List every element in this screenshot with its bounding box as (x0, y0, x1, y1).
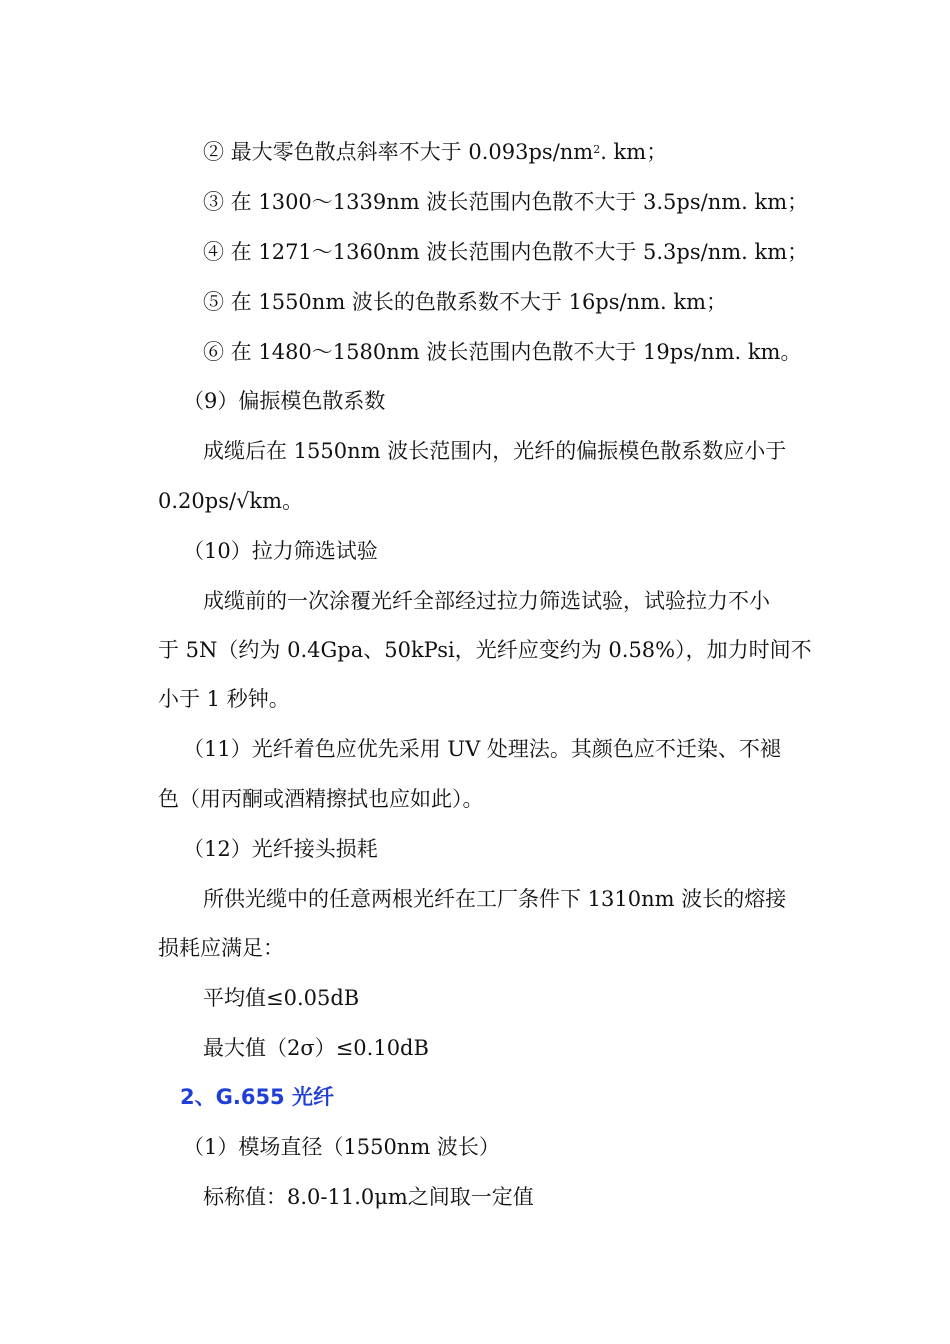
paragraph-line: 成缆后在 1550nm 波长范围内，光纤的偏振模色散系数应小于 (203, 439, 787, 463)
section-heading-1: （1）模场直径（1550nm 波长） (183, 1135, 500, 1159)
spec-item-2-unit: . km； (600, 140, 668, 164)
section-heading-11: （11）光纤着色应优先采用 UV 处理法。其颜色应不迁染、不褪 (183, 737, 781, 761)
paragraph-line: 成缆前的一次涂覆光纤全部经过拉力筛选试验，试验拉力不小 (203, 589, 770, 613)
paragraph-line: 损耗应满足： (158, 936, 284, 960)
section-heading-9: （9）偏振模色散系数 (183, 389, 386, 413)
section-heading-12: （12）光纤接头损耗 (183, 837, 378, 861)
spec-item-3: ③ 在 1300～1339nm 波长范围内色散不大于 3.5ps/nm. km； (203, 190, 809, 214)
spec-item-6: ⑥ 在 1480～1580nm 波长范围内色散不大于 19ps/nm. km。 (203, 340, 802, 364)
paragraph-line: 色（用丙酮或酒精擦拭也应如此）。 (158, 787, 484, 811)
spec-item-2 (203, 138, 667, 166)
max-value: 最大值（2σ）≤0.10dB (203, 1036, 429, 1060)
average-value: 平均值≤0.05dB (203, 986, 360, 1010)
superscript: 2 (593, 143, 601, 156)
paragraph-line: 小于 1 秒钟。 (158, 687, 290, 711)
paragraph-line: 于 5N（约为 0.4Gpa、50kPsi，光纤应变约为 0.58%），加力时间不 (158, 638, 812, 662)
paragraph-line: 所供光缆中的任意两根光纤在工厂条件下 1310nm 波长的熔接 (203, 887, 787, 911)
section-heading-10: （10）拉力筛选试验 (183, 539, 378, 563)
spec-item-5: ⑤ 在 1550nm 波长的色散系数不大于 16ps/nm. km； (203, 290, 728, 314)
paragraph-line: 0.20ps/√km。 (158, 489, 304, 513)
nominal-value: 标称值：8.0-11.0μm之间取一定值 (203, 1185, 534, 1209)
chapter-heading-g655: 2、G.655 光纤 (180, 1085, 334, 1109)
spec-item-2-text: ② 最大零色散点斜率不大于 0.093ps/nm (203, 140, 594, 164)
spec-item-4: ④ 在 1271～1360nm 波长范围内色散不大于 5.3ps/nm. km； (203, 240, 809, 264)
